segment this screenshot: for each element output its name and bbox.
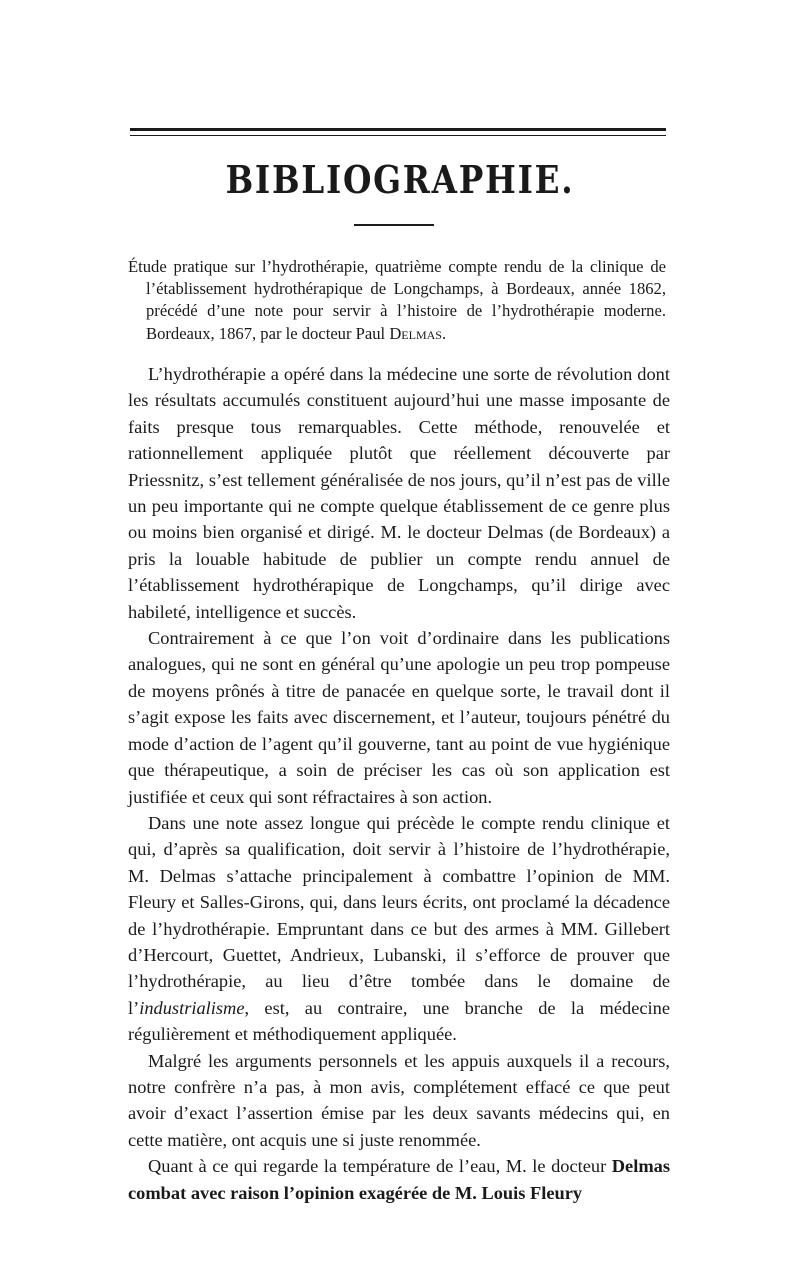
reference-author: Delmas bbox=[389, 323, 442, 343]
paragraph-5-plain: Quant à ce qui regarde la température de l’eau, M. le docteur bbox=[148, 1156, 612, 1177]
paragraph-1: L’hydrothérapie a opéré dans la médecine une sorte de révolution dont les résultats accumulés constituent aujourd’hui une masse imposante de faits presque tous remarquables. Cette méthode, renouvelée et rationnellement appliquée plutôt que réellement découverte par Priessnitz, s’est tellement généralisée de nos jours, qu’il n’est pas de ville un peu importante qui ne compte quelque établissement de ce genre plus ou moins bien organisé et dirigé. M. le docteur Delmas (de Bordeaux) a pris la louable habitude de publier un compte rendu annuel de l’établissement hydrothérapique de Longchamps, qu’il dirige avec habileté, intelligence et succès. bbox=[128, 364, 670, 622]
top-rule-thin bbox=[130, 135, 666, 136]
paragraph-5 bbox=[128, 1153, 670, 1206]
paragraph-3-after: , est, au contraire, une branche de la médecine régulièrement et méthodiquement appliquée. bbox=[128, 997, 670, 1045]
paragraph-4: Malgré les arguments personnels et les appuis auxquels il a recours, notre confrère n’a pas, à mon avis, complétement effacé ce que peut avoir d’exact l’assertion émise par les deux savants médecins qui, en cette matière, ont acquis une si juste renommée. bbox=[128, 1050, 670, 1150]
paragraph-2: Contrairement à ce que l’on voit d’ordinaire dans les publications analogues, qui ne sont en général qu’une apologie un peu trop pompeuse de moyens prônés à titre de panacée en quelque sorte, le travail dont il s’agit expose les faits avec discernement, et l’auteur, toujours pénétré du mode d’action de l’agent qu’il gouverne, tant au point de vue hygiénique que thérapeutique, a soin de préciser les cas où son application est justifiée et ceux qui sont réfractaires à son action. bbox=[128, 628, 670, 807]
paragraph-3 bbox=[128, 810, 670, 1048]
section-title: BIBLIOGRAPHIE. bbox=[225, 157, 575, 202]
reference-text: Étude pratique sur l’hydrothérapie, quatrième compte rendu de la clinique de l’établissement hydrothérapique de Longchamps, à Bordeaux, année 1862, précédé d’une note pour servir à l’histoire de l’hydrothérapie moderne. Bordeaux, 1867, par le docteur Paul bbox=[128, 257, 666, 343]
review-body bbox=[128, 361, 670, 1206]
paragraph-5-bold: Delmas combat avec raison l’opinion exagérée de M. Louis Fleury bbox=[128, 1156, 670, 1203]
paragraph-3-before: Dans une note assez longue qui précède le compte rendu clinique et qui, d’après sa qualification, doit servir à l’histoire de l’hydrothérapie, M. Delmas s’attache principalement à combattre l’opinion de MM. Fleury et Salles-Girons, qui, dans leurs écrits, ont proclamé la décadence de l’hydrothérapie. Empruntant dans ce but des armes à MM. Gillebert d’Hercourt, Guettet, Andrieux, Lubanski, il s’efforce de prouver que l’hydrothérapie, au lieu d’être tombée dans le domaine de l’ bbox=[128, 812, 670, 1018]
bibliographic-reference bbox=[128, 256, 666, 345]
top-rule-thick bbox=[130, 128, 666, 131]
paragraph-3-emphasis: industrialisme bbox=[139, 997, 245, 1018]
title-underline bbox=[354, 224, 434, 226]
reference-end: . bbox=[441, 323, 447, 343]
